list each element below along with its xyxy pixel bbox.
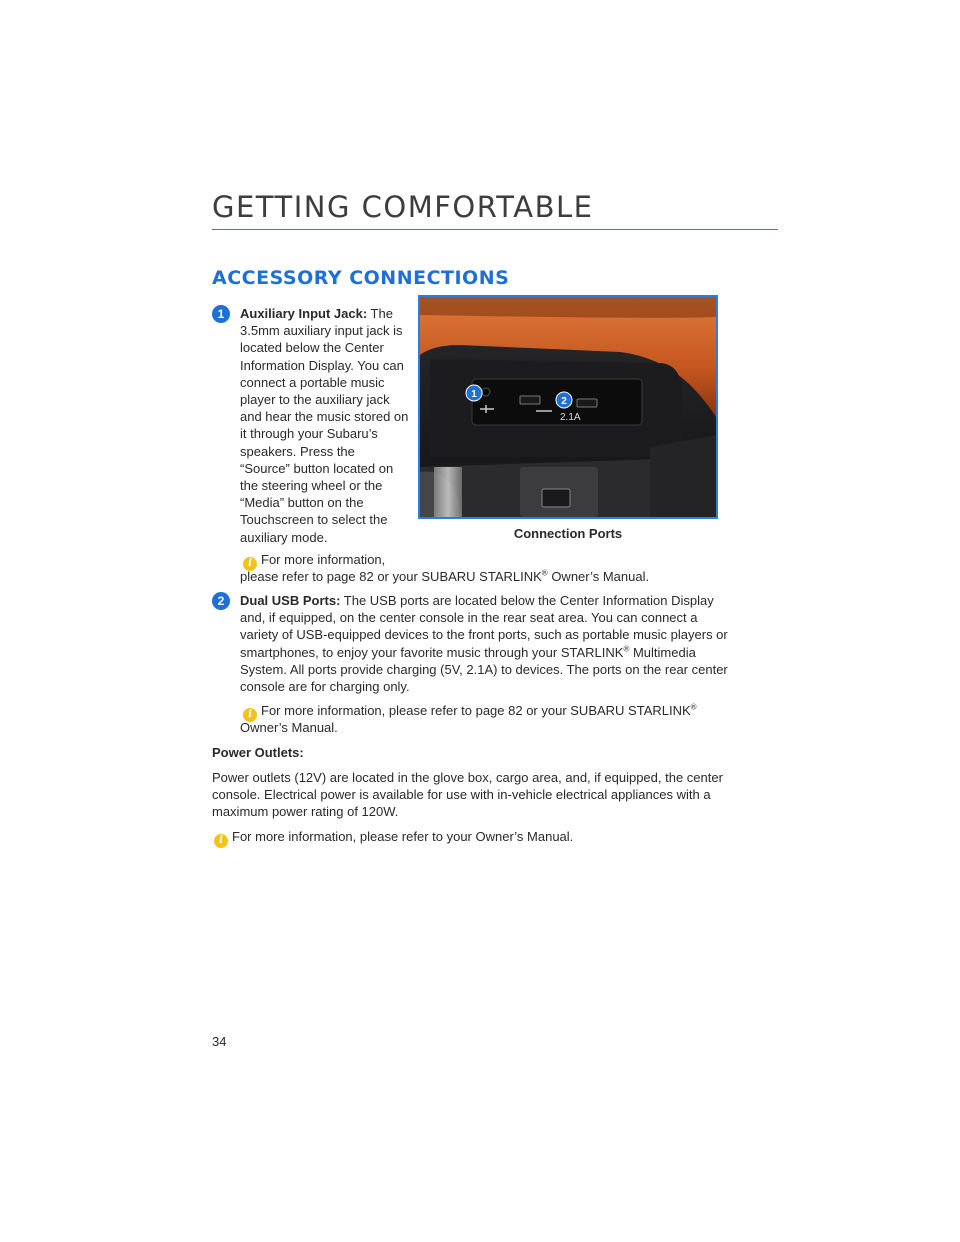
- usb-ports-description: [240, 592, 740, 695]
- text-line: console are for charging only.: [240, 679, 410, 695]
- text-line: The: [367, 306, 393, 321]
- usb-info-note-continued: Owner’s Manual.: [240, 720, 338, 735]
- text-line: Owner’s Manual.: [547, 569, 650, 584]
- text-line: Touchscreen to select the: [240, 512, 388, 528]
- text-line: the steering wheel or the: [240, 478, 383, 494]
- text-line: “Source” button located on: [240, 460, 394, 476]
- connection-ports-photo: [418, 295, 718, 519]
- text-line: connect a portable music: [240, 374, 385, 390]
- text-line: player to the auxiliary jack: [240, 392, 390, 408]
- text-line: and, if equipped, on the center console in the rear seat area. You can connect a: [240, 610, 698, 626]
- text-line: and hear the music stored on: [240, 409, 409, 425]
- section-header: GETTING COMFORTABLE: [212, 190, 594, 224]
- text-line: For more information, please refer to your Owner’s Manual.: [232, 829, 574, 844]
- text-line: Multimedia: [629, 644, 696, 660]
- aux-input-heading: Auxiliary Input Jack:: [240, 306, 368, 321]
- text-line: The USB ports are located below the Center Information Display: [340, 593, 714, 608]
- text-line: it through your Subaru’s: [240, 426, 378, 442]
- registered-mark: ®: [690, 702, 697, 712]
- page-number: 34: [212, 1034, 227, 1049]
- aux-input-description: [240, 305, 410, 546]
- aux-info-note-continued: [240, 568, 649, 585]
- callout-number-1: 1: [212, 305, 230, 323]
- text-line: speakers. Press the: [240, 443, 355, 459]
- text-line: Information Display. You can: [240, 357, 404, 373]
- page-title: ACCESSORY CONNECTIONS: [212, 267, 510, 289]
- connection-ports-illustration: [420, 297, 716, 517]
- callout-number-2: 2: [212, 592, 230, 610]
- text-line: located below the Center: [240, 340, 384, 356]
- text-line: “Media” button on the: [240, 495, 364, 511]
- registered-mark: ®: [541, 568, 548, 578]
- text-line: For more information, please refer to page 82 or your SUBARU STARLINK: [261, 703, 691, 718]
- text-line: auxiliary mode.: [240, 529, 328, 545]
- info-icon: i: [243, 557, 257, 571]
- text-line: For more information,: [261, 552, 386, 567]
- info-icon: i: [214, 834, 228, 848]
- port-rating-label: 2.1A: [560, 412, 581, 423]
- text-line: Power outlets (12V) are located in the glove box, cargo area, and, if equipped, the center: [212, 770, 723, 785]
- text-line: please refer to page 82 or your SUBARU STARLINK: [240, 569, 542, 584]
- text-line: maximum power rating of 120W.: [212, 804, 399, 820]
- text-line: System. All ports provide charging (5V, 2.1A) to devices. The ports on the rear center: [240, 661, 728, 677]
- power-outlets-description: [212, 769, 772, 821]
- heading-text: Power Outlets:: [212, 745, 304, 760]
- photo-callout-2: 2: [561, 396, 567, 407]
- header-rule: [212, 229, 778, 230]
- photo-caption: Connection Ports: [513, 526, 623, 541]
- text-line: 3.5mm auxiliary input jack is: [240, 323, 403, 339]
- power-outlets-heading: [212, 744, 304, 761]
- info-icon: i: [243, 708, 257, 722]
- text-line: smartphones, to enjoy your favorite music through your STARLINK: [240, 644, 624, 660]
- text-line: console. Electrical power is available for use with in-vehicle electrical appliances with a: [212, 787, 711, 803]
- text-line: variety of USB-equipped devices to the front ports, such as portable music players or: [240, 627, 728, 643]
- registered-mark: ®: [623, 644, 630, 654]
- power-info-note: [214, 828, 573, 848]
- usb-ports-heading: Dual USB Ports:: [240, 593, 341, 608]
- photo-callout-1: 1: [471, 389, 477, 400]
